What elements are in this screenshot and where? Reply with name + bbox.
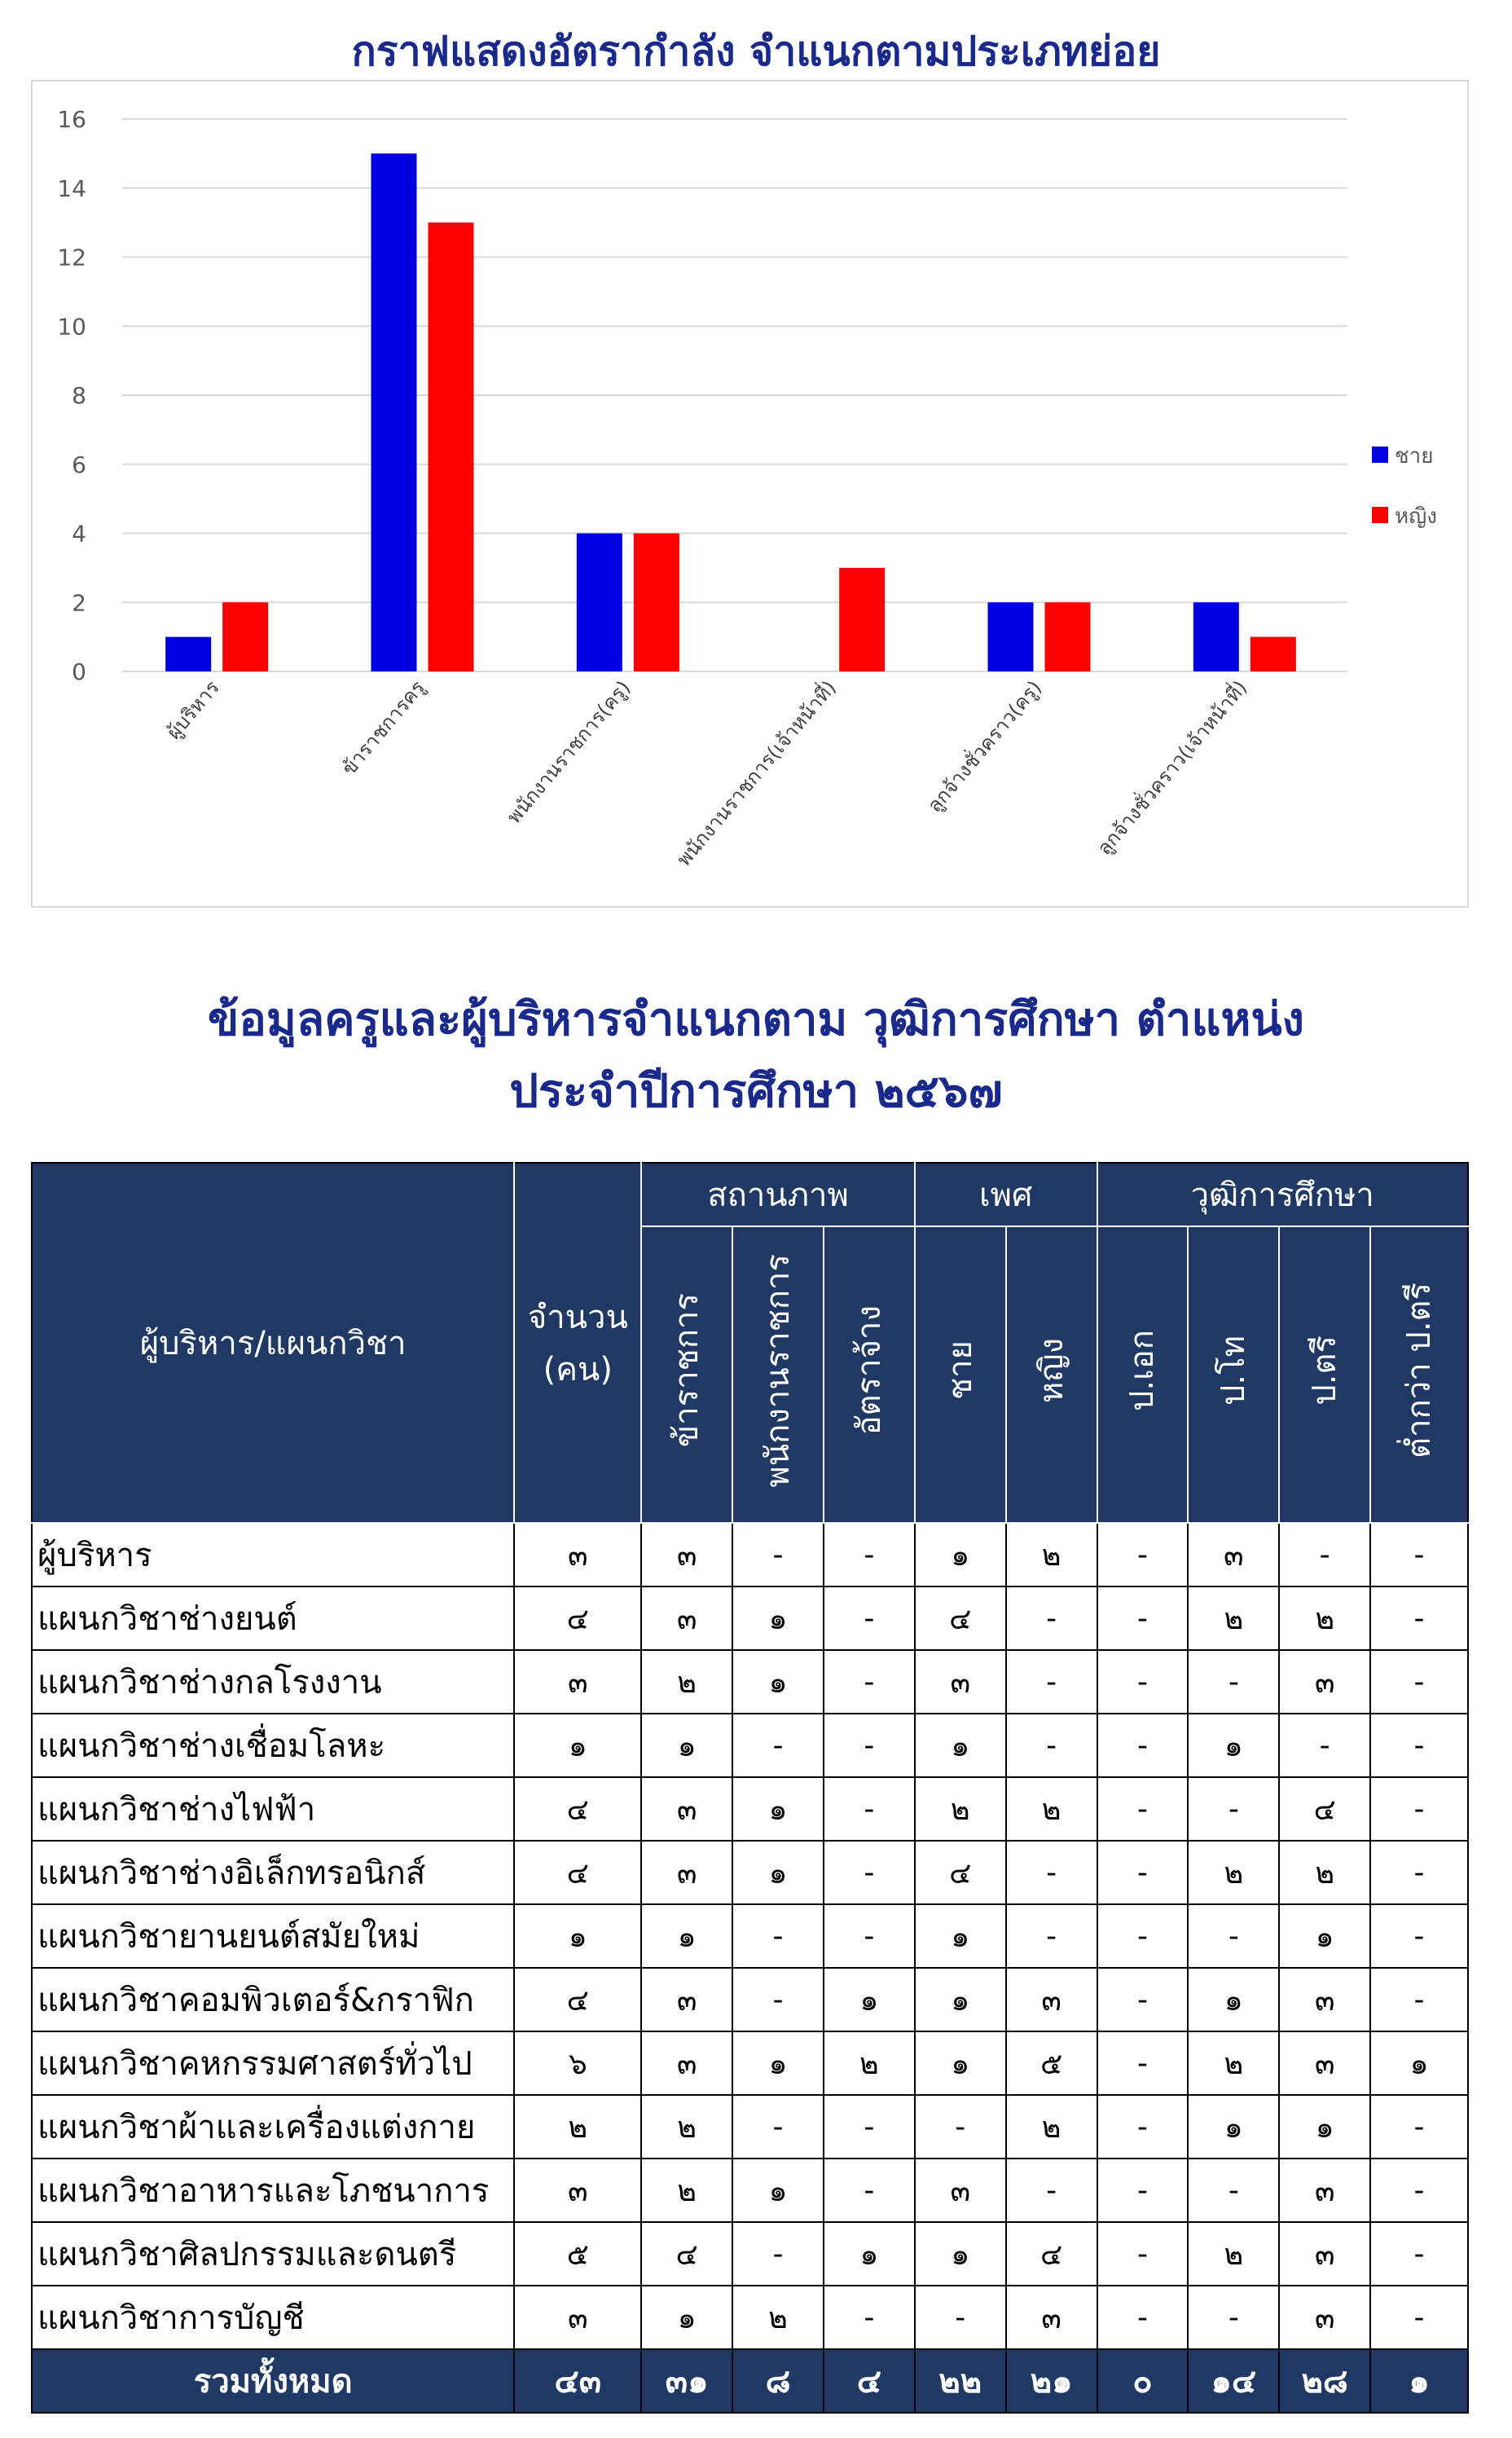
table-cell: ๒ (1188, 1586, 1279, 1650)
table-row (32, 2159, 1468, 2222)
table-cell: ๔ (1279, 1777, 1370, 1841)
table-cell: ๒ (641, 2095, 732, 2159)
chart-container (31, 80, 1469, 908)
table-cell: - (732, 2222, 824, 2286)
table-cell: - (824, 2095, 915, 2159)
table-cell: ๒ (1279, 1841, 1370, 1904)
table-cell: ๓ (514, 1650, 641, 1714)
table-cell: ๔ (514, 1777, 641, 1841)
bar-male (165, 637, 211, 671)
bar-chart (33, 81, 1467, 906)
table-title-line1: ข้อมูลครูและผู้บริหารจำแนกตาม วุฒิการศึกษา ตำแหน่ง (207, 993, 1305, 1046)
table-cell: ๑ (732, 1777, 824, 1841)
x-tick-label: ข้าราชการครู (337, 676, 430, 780)
table-cell: - (1370, 1523, 1468, 1586)
legend-label: ชาย (1395, 444, 1434, 469)
table-cell: ๒ (1006, 2095, 1097, 2159)
table-cell: - (1006, 1586, 1097, 1650)
table-row (32, 1650, 1468, 1714)
table-cell: ๓ (641, 1841, 732, 1904)
bar-male (1193, 602, 1239, 671)
legend-swatch (1372, 507, 1388, 523)
table-cell: - (1370, 2095, 1468, 2159)
table-cell: - (1097, 2222, 1189, 2286)
table-cell: ๓ (1279, 2031, 1370, 2095)
header-col-status-1: ข้าราชการ (641, 1226, 732, 1523)
table-cell: - (1370, 1714, 1468, 1777)
table-cell: ๑ (915, 1968, 1006, 2031)
table-cell: ๒ (641, 2159, 732, 2222)
table-cell: ๑ (1279, 2095, 1370, 2159)
table-cell: - (732, 1904, 824, 1968)
y-tick-label: 2 (72, 589, 86, 617)
table-cell: - (1097, 2159, 1189, 2222)
header-col-gender-1: ชาย (915, 1226, 1006, 1523)
table-cell: ๓ (641, 2031, 732, 2095)
legend-label: หญิง (1395, 504, 1437, 529)
row-label: แผนกวิชาช่างยนต์ (32, 1586, 514, 1650)
table-cell: - (1097, 1841, 1189, 1904)
table-cell: ๑ (514, 1904, 641, 1968)
table-cell: ๒ (641, 1650, 732, 1714)
table-cell: - (915, 2286, 1006, 2349)
total-label: รวมทั้งหมด (32, 2349, 514, 2413)
table-row (32, 2286, 1468, 2349)
table-cell: ๑ (1370, 2031, 1468, 2095)
table-cell: - (1097, 1904, 1189, 1968)
table-row (32, 2031, 1468, 2095)
total-cell: ๑ (1370, 2349, 1468, 2413)
total-cell: ๔๓ (514, 2349, 641, 2413)
bar-male (371, 153, 417, 671)
table-cell: - (1188, 1904, 1279, 1968)
table-cell: ๓ (1279, 1650, 1370, 1714)
table-cell: - (1006, 1904, 1097, 1968)
row-label: แผนกวิชาช่างไฟฟ้า (32, 1777, 514, 1841)
table-cell: - (824, 1777, 915, 1841)
row-label: แผนกวิชาช่างกลโรงงาน (32, 1650, 514, 1714)
table-cell: - (1188, 1650, 1279, 1714)
table-cell: ๒ (1279, 1586, 1370, 1650)
bar-female (1250, 637, 1296, 671)
total-cell: ๐ (1097, 2349, 1189, 2413)
total-cell: ๓๑ (641, 2349, 732, 2413)
table-row (32, 1968, 1468, 2031)
table-row (32, 2222, 1468, 2286)
table-cell: ๒ (732, 2286, 824, 2349)
staff-table (31, 1162, 1469, 2414)
table-cell: - (1097, 1777, 1189, 1841)
bar-female (839, 568, 885, 671)
table-cell: - (1006, 2159, 1097, 2222)
table-cell: ๑ (1188, 1968, 1279, 2031)
table-cell: - (1370, 1968, 1468, 2031)
table-cell: ๑ (1188, 2095, 1279, 2159)
total-cell: ๒๑ (1006, 2349, 1097, 2413)
row-label: แผนกวิชาอาหารและโภชนาการ (32, 2159, 514, 2222)
row-label: แผนกวิชาผ้าและเครื่องแต่งกาย (32, 2095, 514, 2159)
table-cell: ๓ (514, 2286, 641, 2349)
table-cell: - (1097, 2095, 1189, 2159)
table-cell: - (1006, 1841, 1097, 1904)
y-tick-label: 8 (72, 382, 86, 409)
y-tick-label: 10 (57, 313, 86, 341)
table-cell: ๓ (915, 2159, 1006, 2222)
table-total-row (32, 2349, 1468, 2413)
bar-female (1045, 602, 1091, 671)
bar-male (988, 602, 1034, 671)
table-cell: - (732, 2095, 824, 2159)
table-cell: ๕ (514, 2222, 641, 2286)
y-tick-label: 16 (57, 106, 86, 133)
table-cell: ๑ (915, 2222, 1006, 2286)
table-cell: - (915, 2095, 1006, 2159)
table-cell: ๑ (824, 2222, 915, 2286)
header-col-edu-1: ป.เอก (1097, 1226, 1189, 1523)
total-cell: ๒๘ (1279, 2349, 1370, 2413)
table-cell: ๔ (1006, 2222, 1097, 2286)
table-cell: ๒ (1188, 1841, 1279, 1904)
table-cell: ๔ (641, 2222, 732, 2286)
x-tick-label: ผู้บริหาร (162, 676, 224, 744)
header-col-edu-3: ป.ตรี (1279, 1226, 1370, 1523)
y-tick-label: 12 (57, 244, 86, 271)
table-cell: - (1097, 1714, 1189, 1777)
row-label: แผนกวิชาคอมพิวเตอร์&กราฟิก (32, 1968, 514, 2031)
table-body (32, 1523, 1468, 2349)
table-cell: - (824, 2286, 915, 2349)
table-cell: ๑ (824, 1968, 915, 2031)
row-label: ผู้บริหาร (32, 1523, 514, 1586)
chart-title: กราฟแสดงอัตรากำลัง จำแนกตามประเภทย่อย (351, 28, 1161, 75)
table-cell: ๑ (915, 1904, 1006, 1968)
table-cell: ๑ (732, 1586, 824, 1650)
y-tick-label: 14 (57, 174, 86, 202)
table-cell: ๒ (1006, 1777, 1097, 1841)
table-cell: - (824, 1714, 915, 1777)
table-cell: - (732, 1523, 824, 1586)
row-label: แผนกวิชาช่างเชื่อมโลหะ (32, 1714, 514, 1777)
table-cell: - (1097, 1968, 1189, 2031)
table-cell: ๓ (1279, 2159, 1370, 2222)
row-label: แผนกวิชาการบัญชี (32, 2286, 514, 2349)
header-col-status-3: อัตราจ้าง (824, 1226, 915, 1523)
header-col-edu-2: ป.โท (1188, 1226, 1279, 1523)
table-cell: - (1370, 2286, 1468, 2349)
table-cell: ๔ (915, 1586, 1006, 1650)
header-col-gender-2: หญิง (1006, 1226, 1097, 1523)
table-cell: - (824, 1841, 915, 1904)
legend-swatch (1372, 447, 1388, 463)
bar-male (577, 534, 622, 672)
table-row (32, 2095, 1468, 2159)
table-cell: ๑ (641, 2286, 732, 2349)
table-cell: - (732, 1714, 824, 1777)
total-cell: ๘ (732, 2349, 824, 2413)
table-title-line2: ประจำปีการศึกษา ๒๕๖๗ (509, 1065, 1003, 1118)
table-cell: - (824, 2159, 915, 2222)
table-row (32, 1904, 1468, 1968)
table-cell: - (1188, 2286, 1279, 2349)
x-tick-label: ลูกจ้างชั่วคราว(เจ้าหน้าที่) (1092, 676, 1252, 860)
table-cell: - (1370, 2159, 1468, 2222)
table-cell: ๓ (641, 1968, 732, 2031)
table-cell: ๓ (641, 1777, 732, 1841)
y-tick-label: 4 (72, 520, 86, 548)
table-cell: ๑ (915, 1523, 1006, 1586)
x-tick-label: พนักงานราชการ(ครู) (502, 676, 635, 829)
table-cell: - (1370, 2222, 1468, 2286)
row-label: แผนกวิชาคหกรรมศาสตร์ทั่วไป (32, 2031, 514, 2095)
table-cell: ๑ (732, 1650, 824, 1714)
table-cell: - (1097, 1650, 1189, 1714)
table-cell: - (1370, 1650, 1468, 1714)
table-cell: - (1370, 1586, 1468, 1650)
row-label: แผนกวิชาศิลปกรรมและดนตรี (32, 2222, 514, 2286)
table-cell: - (1097, 1523, 1189, 1586)
table-cell: ๑ (641, 1904, 732, 1968)
table-cell: ๓ (1006, 1968, 1097, 2031)
row-label: แผนกวิชายานยนต์สมัยใหม่ (32, 1904, 514, 1968)
table-cell: ๓ (641, 1523, 732, 1586)
x-tick-label: ลูกจ้างชั่วคราว(ครู) (922, 676, 1047, 817)
header-col-status-2: พนักงานราชการ (732, 1226, 824, 1523)
table-row (32, 1586, 1468, 1650)
table-cell: ๓ (1279, 2222, 1370, 2286)
table-row (32, 1841, 1468, 1904)
table-cell: ๑ (1279, 1904, 1370, 1968)
table-cell: ๒ (514, 2095, 641, 2159)
header-group-gender: เพศ (915, 1163, 1097, 1226)
table-cell: ๑ (915, 2031, 1006, 2095)
table-cell: - (824, 1586, 915, 1650)
header-count (514, 1163, 641, 1523)
table-cell: ๒ (824, 2031, 915, 2095)
table-cell: ๔ (915, 1841, 1006, 1904)
table-cell: ๓ (1006, 2286, 1097, 2349)
table-cell: ๓ (514, 1523, 641, 1586)
table-cell: - (1006, 1714, 1097, 1777)
table-cell: ๒ (1188, 2222, 1279, 2286)
total-cell: ๔ (824, 2349, 915, 2413)
header-group-status: สถานภาพ (641, 1163, 915, 1226)
table-cell: - (1370, 1904, 1468, 1968)
table-cell: - (1188, 1777, 1279, 1841)
table-cell: ๔ (514, 1968, 641, 2031)
table-row (32, 1714, 1468, 1777)
table-cell: - (1097, 2286, 1189, 2349)
table-cell: - (1279, 1523, 1370, 1586)
table-cell: - (1006, 1650, 1097, 1714)
total-cell: ๒๒ (915, 2349, 1006, 2413)
table-cell: ๑ (732, 2031, 824, 2095)
table-cell: ๓ (915, 1650, 1006, 1714)
table-cell: - (732, 1968, 824, 2031)
header-count-line1: จำนวน (527, 1299, 628, 1336)
table-cell: ๑ (1188, 1714, 1279, 1777)
header-name: ผู้บริหาร/แผนกวิชา (32, 1163, 514, 1523)
table-cell: ๔ (514, 1841, 641, 1904)
table-cell: - (1097, 1586, 1189, 1650)
bar-female (634, 534, 679, 672)
table-cell: ๑ (915, 1714, 1006, 1777)
table-cell: - (1188, 2159, 1279, 2222)
table-row (32, 1777, 1468, 1841)
table-cell: - (1097, 2031, 1189, 2095)
table-cell: ๓ (1279, 2286, 1370, 2349)
table-cell: ๔ (514, 1586, 641, 1650)
y-tick-label: 6 (72, 451, 86, 478)
table-cell: ๓ (641, 1586, 732, 1650)
table-cell: - (824, 1904, 915, 1968)
table-cell: - (824, 1523, 915, 1586)
table-cell: - (1370, 1777, 1468, 1841)
table-cell: ๓ (1279, 1968, 1370, 2031)
table-cell: - (1279, 1714, 1370, 1777)
y-tick-label: 0 (72, 658, 86, 685)
table-cell: ๑ (641, 1714, 732, 1777)
header-col-edu-4: ต่ำกว่า ป.ตรี (1370, 1226, 1468, 1523)
table-cell: ๒ (1188, 2031, 1279, 2095)
header-group-edu: วุฒิการศึกษา (1097, 1163, 1468, 1226)
table-cell: ๑ (514, 1714, 641, 1777)
table-cell: ๕ (1006, 2031, 1097, 2095)
table-cell: ๓ (514, 2159, 641, 2222)
bar-female (222, 602, 268, 671)
table-cell: - (824, 1650, 915, 1714)
table-cell: ๒ (915, 1777, 1006, 1841)
total-cell: ๑๔ (1188, 2349, 1279, 2413)
x-tick-label: พนักงานราชการ(เจ้าหน้าที่) (672, 676, 841, 871)
bar-female (429, 222, 474, 671)
table-cell: - (1370, 1841, 1468, 1904)
table-cell: ๖ (514, 2031, 641, 2095)
table-cell: ๒ (1006, 1523, 1097, 1586)
table-cell: ๑ (732, 2159, 824, 2222)
table-row (32, 1523, 1468, 1586)
row-label: แผนกวิชาช่างอิเล็กทรอนิกส์ (32, 1841, 514, 1904)
table-cell: ๓ (1188, 1523, 1279, 1586)
table-cell: ๑ (732, 1841, 824, 1904)
header-count-line2: (คน) (543, 1351, 613, 1388)
